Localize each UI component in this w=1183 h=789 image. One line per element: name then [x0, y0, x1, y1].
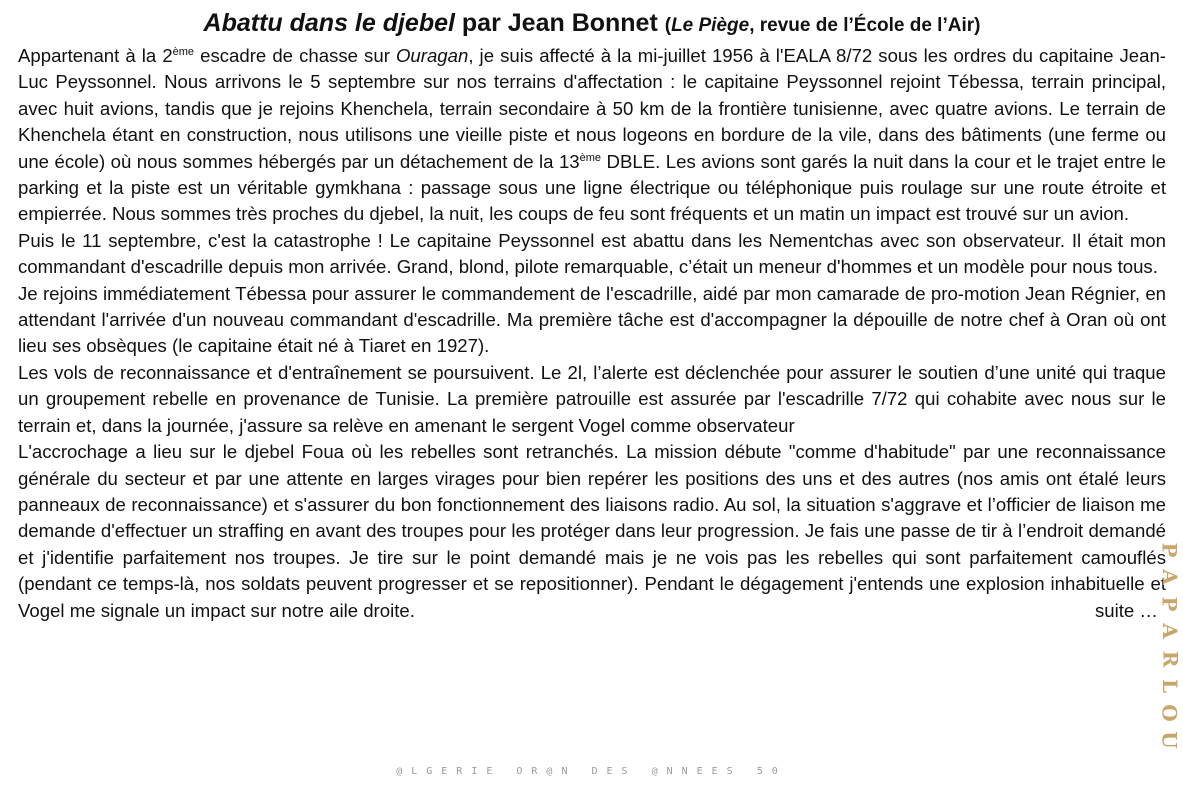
p5-text: L'accrochage a lieu sur le djebel Foua où les rebelles sont retranchés. La mission débute "comme d'habitude" par une reconnaissance générale du secteur et par une attente en larges virages pour bien repérer les positions des uns et des autres (nos amis ont étalé leurs panneaux de reconnaissance) et s'assurer du bon fonctionnement des liaisons radio. Au sol, la situation s'aggrave et l’officier de liaison me demande d'effectuer un straffing en avant des troupes pour les protéger dans leur progression. Je fais une passe de tir à l’endroit demandé et j'identifie parfaitement nos troupes. Je tire sur le point demandé mais je ne vois pas les rebelles qui sont parfaitement camouflés (pendant ce temps-là, nos soldats peuvent progresser et se repositionner). Pendant le dégagement j'entends une explosion inhabituelle et Vogel me signale un impact sur notre aile droite. [18, 441, 1166, 621]
side-stamp-letter: O [1157, 704, 1182, 722]
side-stamp-letter: P [1157, 596, 1182, 612]
paragraph-3: Je rejoins immédiatement Tébessa pour assurer le commandement de l'escadrille, aidé par mon camarade de pro-motion Jean Régnier, en attendant l'arrivée d'un nouveau commandant d'escadrille. Ma première tâche est d'accompagner la dépouille de notre chef à Oran où ont lieu ses obsèques (le capitaine était né à Tiaret en 1927). [18, 282, 1166, 357]
source-name: Le Piège [671, 15, 750, 36]
article-title [18, 8, 1166, 41]
article [18, 8, 1166, 624]
side-stamp-letter: A [1158, 569, 1182, 585]
title-italic: Abattu dans le djebel [203, 9, 455, 37]
side-stamp-letter: L [1158, 678, 1182, 693]
side-stamp-letter: U [1157, 731, 1182, 749]
paragraph-5 [18, 439, 1166, 624]
p1-text-b: escadre de chasse sur [194, 45, 396, 66]
p1-sup-1: ème [172, 46, 195, 58]
p1-italic: Ouragan [395, 45, 469, 66]
p1-sup-2: ème [579, 151, 602, 164]
paragraph-4: Les vols de reconnaissance et d'entraînement se poursuivent. Le 2l, l’alerte est déclenchée pour assurer le soutien d’une unité qui traque un groupement rebelle en provenance de Tunisie. La première patrouille est assurée par l'escadrille 7/72 qui cohabite avec nous sur le terrain et, dans la journée, j'assure sa relève en amenant le sergent Vogel comme observateur [18, 361, 1166, 436]
side-stamp-letter: P [1157, 542, 1182, 558]
footer-watermark: @LGERIE OR@N DES @NNEES 50 [396, 766, 787, 777]
title-author: par Jean Bonnet [454, 9, 665, 37]
paragraph-2: Puis le 11 septembre, c'est la catastrophe ! Le capitaine Peyssonnel est abattu dans les Nementchas avec son observateur. Il était mon commandant d'escadrille depuis mon arrivée. Grand, blond, pilote remarquable, c’était un meneur d'hommes et un modèle pour nous tous. [18, 229, 1166, 278]
p1-text-c: , je suis affecté à la mi-juillet 1956 à l'EALA 8/72 sous les ordres du capitaine Jean-Luc Peyssonnel. Nous arrivons le 5 septembre sur nos terrains d'affectation : le capitaine Peyssonnel rejoint Tébessa, terrain principal, avec huit avions, tandis que je rejoins Khenchela, terrain secondaire à 50 km de la frontière tunisienne, avec quatre avions. Le terrain de Khenchela étant en construction, nous utilisons une vieille piste et nous logeons en bordure de la vile, dans des bâtiments (une ferme ou une école) où nous sommes hébergés par un détachement de la 13 [18, 45, 1166, 172]
p1-text-a: Appartenant à la 2 [18, 45, 173, 66]
p1-text-d: DBLE. Les avions sont garés la nuit dans la cour et le trajet entre le parking et la piste est un véritable gymkhana : passage sous une ligne électrique ou téléphonique puis roulage sur une route étroite et empierrée. Nous sommes très proches du djebel, la nuit, les coups de feu sont fréquents et un matin un impact est trouvé sur un avion. [18, 150, 1166, 225]
source-rest: , revue de l’École de l’Air) [749, 15, 981, 36]
source-open-paren: ( [664, 15, 672, 36]
side-stamp-letter: A [1158, 623, 1182, 640]
paragraph-1 [18, 43, 1166, 228]
suite-label: suite … [1094, 599, 1158, 621]
side-stamp-logo [1159, 540, 1181, 750]
side-stamp-letter: R [1158, 650, 1182, 667]
